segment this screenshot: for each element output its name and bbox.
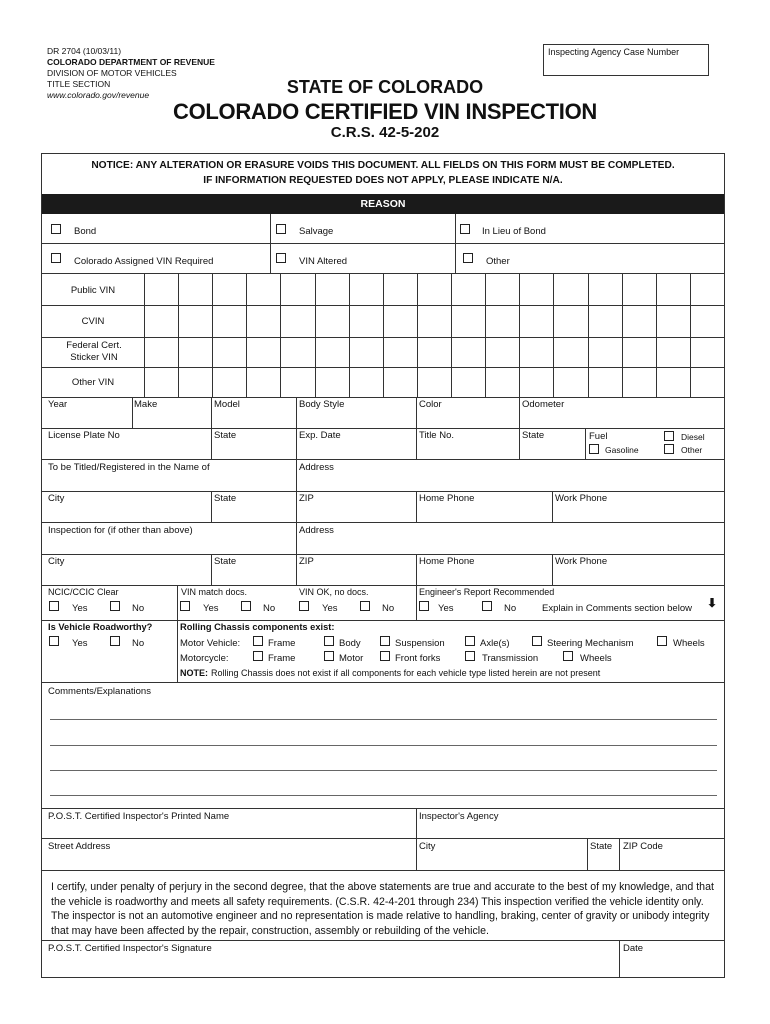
- assigned-vin-label: Colorado Assigned VIN Required: [74, 256, 214, 267]
- vin-cell-divider: [417, 273, 418, 397]
- mv-body-checkbox[interactable]: [324, 636, 334, 646]
- year-label: Year: [48, 399, 68, 410]
- exp-date-label: Exp. Date: [299, 430, 341, 441]
- address-2-label: Address: [299, 525, 334, 536]
- mv-body-label: Body: [339, 638, 361, 649]
- titled-name-label: To be Titled/Registered in the Name of: [48, 462, 210, 473]
- inspector-state-label: State: [590, 841, 613, 852]
- bond-checkbox[interactable]: [51, 224, 61, 234]
- mc-front-forks-checkbox[interactable]: [380, 651, 390, 661]
- note-text: Rolling Chassis does not exist if all components for each vehicle type listed herein are not present: [211, 668, 601, 678]
- comments-label: Comments/Explanations: [48, 686, 151, 697]
- vin-cell-divider: [656, 273, 657, 397]
- vin-cell-divider: [519, 273, 520, 397]
- mc-motor-label: Motor: [339, 653, 364, 664]
- roadworthy-no-label: No: [132, 638, 145, 649]
- other-fuel-label: Other: [681, 445, 703, 455]
- explain-label: Explain in Comments section below: [542, 603, 692, 614]
- vin-cell-divider: [280, 273, 281, 397]
- motorcycle-label: Motorcycle:: [180, 653, 229, 664]
- comment-line[interactable]: [50, 745, 717, 746]
- cvin-label: CVIN: [81, 316, 105, 327]
- odometer-label: Odometer: [522, 399, 565, 410]
- ncic-no-checkbox[interactable]: [110, 601, 120, 611]
- color-label: Color: [419, 399, 442, 410]
- mv-frame-checkbox[interactable]: [253, 636, 263, 646]
- home-phone-2-label: Home Phone: [419, 556, 475, 567]
- signature-label: P.O.S.T. Certified Inspector's Signature: [48, 943, 212, 954]
- comment-line[interactable]: [50, 770, 717, 771]
- notice: [42, 158, 724, 188]
- mc-wheels-checkbox[interactable]: [563, 651, 573, 661]
- vin-cell-divider: [212, 273, 213, 397]
- bond-label: Bond: [74, 226, 97, 237]
- federal-vin-label: Federal Cert. Sticker VIN: [66, 340, 122, 363]
- mv-frame-label: Frame: [268, 638, 296, 649]
- ncic-label: NCIC/CCIC Clear: [48, 587, 119, 597]
- fuel-label: Fuel: [589, 431, 608, 442]
- vin-match-yes-label: Yes: [203, 603, 219, 614]
- work-phone-2-label: Work Phone: [555, 556, 608, 567]
- vin-altered-checkbox[interactable]: [276, 253, 286, 263]
- section-name: TITLE SECTION: [47, 79, 111, 89]
- vin-cell-divider: [690, 273, 691, 397]
- lieu-of-bond-label: In Lieu of Bond: [482, 226, 546, 237]
- engineer-no-checkbox[interactable]: [482, 601, 492, 611]
- vin-cell-divider: [349, 273, 350, 397]
- other-reason-label: Other: [486, 256, 510, 267]
- inspector-zip-label: ZIP Code: [623, 841, 663, 852]
- website: www.colorado.gov/revenue: [47, 90, 150, 100]
- mv-axles-label: Axle(s): [480, 638, 510, 649]
- inspection-for-label: Inspection for (if other than above): [48, 525, 193, 536]
- vin-match-label: VIN match docs.: [181, 587, 248, 597]
- inspector-agency-label: Inspector's Agency: [419, 811, 499, 822]
- vin-altered-label: VIN Altered: [299, 256, 348, 267]
- vin-match-no-label: No: [263, 603, 276, 614]
- mc-motor-checkbox[interactable]: [324, 651, 334, 661]
- vin-cell-divider: [553, 273, 554, 397]
- ncic-yes-label: Yes: [72, 603, 88, 614]
- mc-frame-label: Frame: [268, 653, 296, 664]
- lieu-of-bond-checkbox[interactable]: [460, 224, 470, 234]
- roadworthy-label: Is Vehicle Roadworthy?: [48, 622, 153, 632]
- rolling-chassis-label: Rolling Chassis components exist:: [180, 622, 335, 632]
- home-phone-label: Home Phone: [419, 493, 475, 504]
- vin-cell-divider: [588, 273, 589, 397]
- state-label: State: [214, 493, 237, 504]
- mv-axles-checkbox[interactable]: [465, 636, 475, 646]
- vin-cell-divider: [246, 273, 247, 397]
- case-number-label: Inspecting Agency Case Number: [548, 47, 680, 57]
- notice-line-2: IF INFORMATION REQUESTED DOES NOT APPLY, PLEASE INDICATE N/A.: [203, 175, 563, 186]
- city-2-label: City: [48, 556, 65, 567]
- arrow-down-icon: ⬇: [707, 596, 718, 610]
- vin-ok-no-label: No: [382, 603, 395, 614]
- plate-state-label: State: [214, 430, 237, 441]
- vin-cell-divider: [315, 273, 316, 397]
- roadworthy-yes-label: Yes: [72, 638, 88, 649]
- other-vin-label: Other VIN: [71, 377, 115, 388]
- motor-vehicle-label: Motor Vehicle:: [180, 638, 241, 649]
- vin-ok-no-checkbox[interactable]: [360, 601, 370, 611]
- street-address-label: Street Address: [48, 841, 111, 852]
- vin-cell-divider: [622, 273, 623, 397]
- notice-line-1: NOTICE: ANY ALTERATION OR ERASURE VOIDS THIS DOCUMENT. ALL FIELDS ON THIS FORM MUST BE COMPLETED.: [91, 160, 675, 171]
- other-reason-checkbox[interactable]: [463, 253, 473, 263]
- state-title: STATE OF COLORADO: [286, 77, 484, 97]
- vin-match-yes-checkbox[interactable]: [180, 601, 190, 611]
- vin-cell-divider: [383, 273, 384, 397]
- salvage-label: Salvage: [299, 226, 334, 237]
- roadworthy-no-checkbox[interactable]: [110, 636, 120, 646]
- mc-wheels-label: Wheels: [580, 653, 612, 664]
- statute: C.R.S. 42-5-202: [330, 124, 440, 141]
- ncic-yes-checkbox[interactable]: [49, 601, 59, 611]
- mc-transmission-label: Transmission: [482, 653, 539, 664]
- certification-text: I certify, under penalty of perjury in the second degree, that the above statements are true and accurate to the best of my knowledge, and that the vehicle is roadworthy and meets all safety requirements. (C.S.R. 42-4-201 through 234) This inspection verified the vehicle identity only. The inspector is not an automotive engineer and no representation is made relative to handling, braking, center of gravity or unibody integrity that may have been affected by the repair, construction, assembly or rebuilding of the vehicle.: [51, 881, 714, 937]
- inspector-name-label: P.O.S.T. Certified Inspector's Printed Name: [48, 811, 230, 822]
- date-label: Date: [623, 943, 644, 954]
- comment-line[interactable]: [50, 795, 717, 796]
- vin-cell-divider: [485, 273, 486, 397]
- ncic-no-label: No: [132, 603, 145, 614]
- mv-suspension-checkbox[interactable]: [380, 636, 390, 646]
- form-title: COLORADO CERTIFIED VIN INSPECTION: [172, 99, 597, 124]
- form-id: DR 2704 (10/03/11): [47, 46, 122, 56]
- mc-front-forks-label: Front forks: [395, 653, 441, 664]
- license-plate-label: License Plate No: [48, 430, 120, 441]
- body-style-label: Body Style: [299, 399, 345, 410]
- diesel-label: Diesel: [681, 432, 705, 442]
- dept-name: COLORADO DEPARTMENT OF REVENUE: [47, 57, 215, 67]
- salvage-checkbox[interactable]: [276, 224, 286, 234]
- vin-ok-label: VIN OK, no docs.: [299, 587, 369, 597]
- title-state-label: State: [522, 430, 545, 441]
- note-label: NOTE:: [180, 668, 208, 678]
- comment-line[interactable]: [50, 719, 717, 720]
- make-label: Make: [134, 399, 158, 410]
- vin-ok-yes-checkbox[interactable]: [299, 601, 309, 611]
- work-phone-label: Work Phone: [555, 493, 608, 504]
- mv-suspension-label: Suspension: [395, 638, 445, 649]
- engineer-yes-label: Yes: [438, 603, 454, 614]
- gasoline-checkbox[interactable]: [589, 444, 599, 454]
- vin-match-no-checkbox[interactable]: [241, 601, 251, 611]
- zip-label: ZIP: [299, 493, 314, 504]
- mv-wheels-label: Wheels: [673, 638, 705, 649]
- diesel-checkbox[interactable]: [664, 431, 674, 441]
- mv-steering-label: Steering Mechanism: [547, 638, 634, 649]
- engineer-yes-checkbox[interactable]: [419, 601, 429, 611]
- model-label: Model: [214, 399, 240, 410]
- vin-cell-divider: [178, 273, 179, 397]
- title-no-label: Title No.: [419, 430, 455, 441]
- reason-header: REASON: [42, 194, 724, 214]
- zip-2-label: ZIP: [299, 556, 314, 567]
- engineer-label: Engineer's Report Recommended: [419, 587, 555, 597]
- mc-transmission-checkbox[interactable]: [465, 651, 475, 661]
- mv-steering-checkbox[interactable]: [532, 636, 542, 646]
- vin-ok-yes-label: Yes: [322, 603, 338, 614]
- division-name: DIVISION OF MOTOR VEHICLES: [47, 68, 177, 78]
- assigned-vin-checkbox[interactable]: [51, 253, 61, 263]
- public-vin-label: Public VIN: [70, 285, 116, 296]
- other-fuel-checkbox[interactable]: [664, 444, 674, 454]
- inspector-city-label: City: [419, 841, 436, 852]
- mv-wheels-checkbox[interactable]: [657, 636, 667, 646]
- address-label: Address: [299, 462, 334, 473]
- roadworthy-yes-checkbox[interactable]: [49, 636, 59, 646]
- gasoline-label: Gasoline: [605, 445, 639, 455]
- case-number-field[interactable]: [543, 44, 709, 76]
- state-2-label: State: [214, 556, 237, 567]
- city-label: City: [48, 493, 65, 504]
- mc-frame-checkbox[interactable]: [253, 651, 263, 661]
- vin-cell-divider: [451, 273, 452, 397]
- engineer-no-label: No: [504, 603, 517, 614]
